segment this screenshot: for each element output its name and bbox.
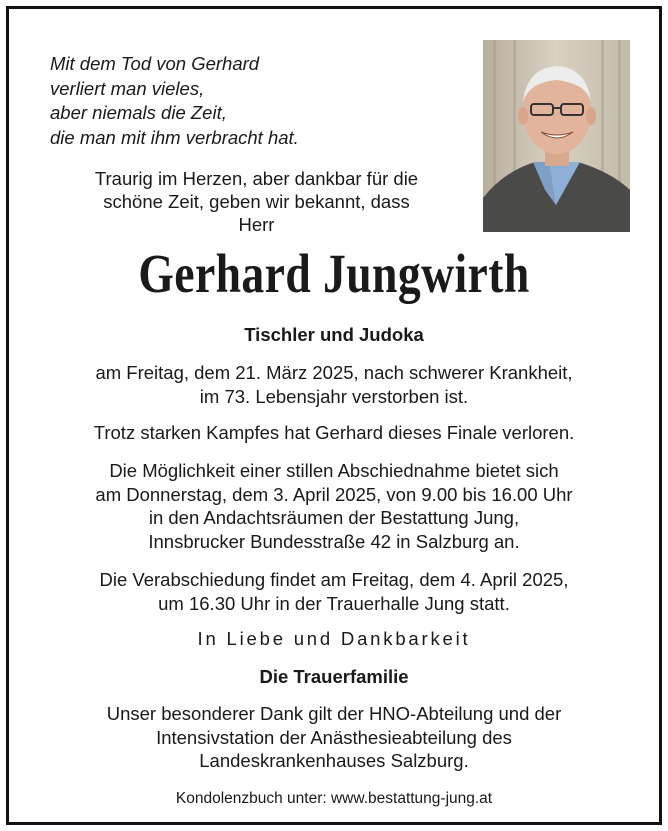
profession: Tischler und Judoka [244, 324, 424, 345]
quote-line: verliert man vieles, [50, 77, 205, 99]
thanks-note [9, 702, 659, 773]
ceremony-info [9, 568, 659, 615]
portrait-photo [483, 40, 630, 232]
announcement-intro [54, 167, 459, 236]
obituary-frame [6, 6, 662, 825]
intro-line: Herr [238, 214, 275, 235]
intro-line: schöne Zeit, geben wir bekannt, dass [103, 191, 410, 212]
quote-line: aber niemals die Zeit, [50, 102, 227, 123]
memorial-quote [50, 52, 299, 150]
condolence-link: Kondolenzbuch unter: www.bestattung-jung.at [175, 790, 493, 807]
family-signature: Die Trauerfamilie [259, 666, 409, 687]
deceased-name: Gerhard Jungwirth [138, 243, 530, 304]
farewell-viewing [9, 459, 659, 553]
death-line: im 73. Lebensjahr verstorben ist. [199, 385, 469, 407]
ceremony-line: Die Verabschiedung findet am Freitag, dem 4. April 2025, [99, 569, 569, 590]
farewell-line: Die Möglichkeit einer stillen Abschiednahme bietet sich [109, 460, 559, 481]
obituary-content [9, 9, 659, 822]
quote-line: Mit dem Tod von Gerhard [50, 53, 260, 74]
closing-phrase: In Liebe und Dankbarkeit [197, 628, 471, 649]
thanks-line: Landeskrankenhauses Salzburg. [199, 750, 469, 771]
fight-statement: Trotz starken Kampfes hat Gerhard dieses Finale verloren. [93, 422, 575, 443]
thanks-line: Intensivstation der Anästhesieabteilung des [156, 726, 512, 748]
farewell-line: in den Andachtsräumen der Bestattung Jung, [148, 507, 520, 528]
death-notice [9, 361, 659, 408]
farewell-line: am Donnerstag, dem 3. April 2025, von 9.00 bis 16.00 Uhr [95, 483, 573, 505]
thanks-line: Unser besonderer Dank gilt der HNO-Abteilung und der [106, 703, 562, 724]
ceremony-line: um 16.30 Uhr in der Trauerhalle Jung statt. [158, 592, 510, 614]
quote-line: die man mit ihm verbracht hat. [50, 126, 299, 148]
death-line: am Freitag, dem 21. März 2025, nach schwerer Krankheit, [95, 362, 573, 383]
farewell-line: Innsbrucker Bundesstraße 42 in Salzburg an. [148, 530, 520, 552]
intro-line: Traurig im Herzen, aber dankbar für die [94, 168, 419, 189]
